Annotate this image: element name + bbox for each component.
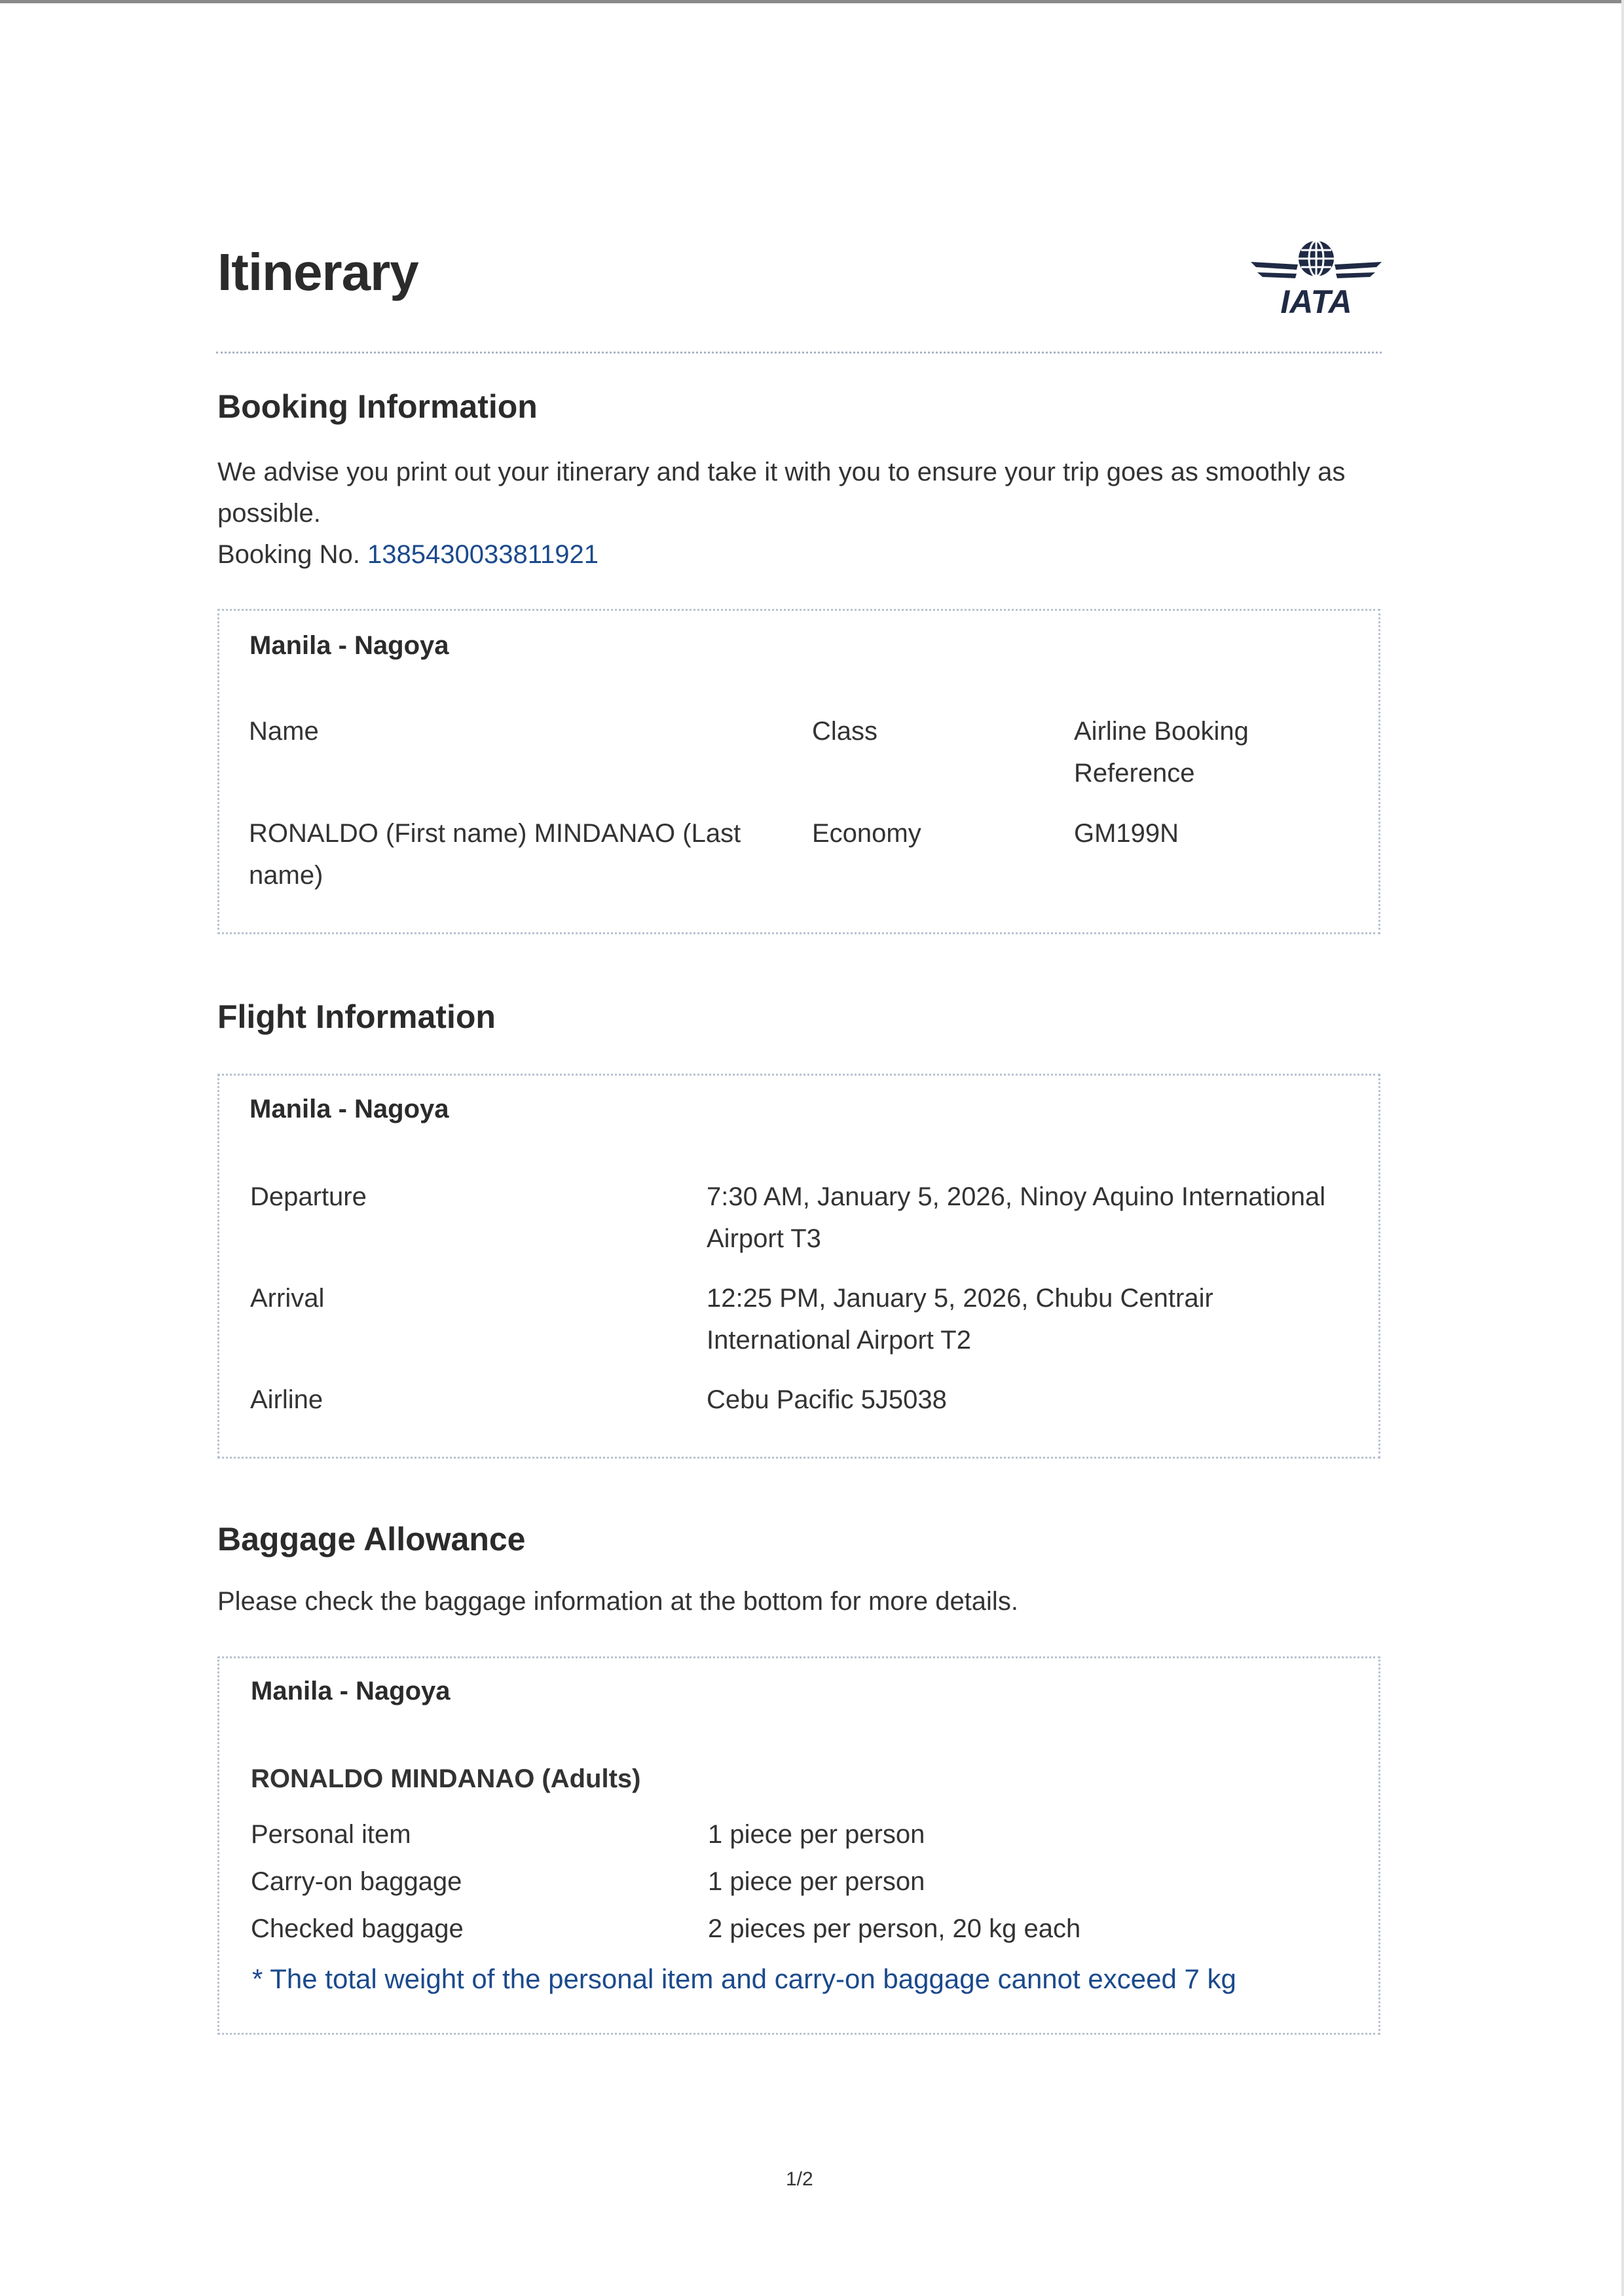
baggage-card-route: Manila - Nagoya xyxy=(251,1677,451,1705)
personal-item-value: 1 piece per person xyxy=(708,1820,925,1849)
passenger-name-value: RONALDO (First name) MINDANAO (Last name) xyxy=(249,819,741,890)
class-header: Class xyxy=(812,717,878,746)
booking-advice: We advise you print out your itinerary and take it with you to ensure your trip goes as smoothly as possible. xyxy=(217,458,1346,528)
baggage-weight-note: * The total weight of the personal item and carry-on baggage cannot exceed 7 kg xyxy=(252,1963,1236,1994)
checked-baggage-label: Checked baggage xyxy=(251,1914,464,1943)
class-value: Economy xyxy=(812,819,921,848)
checked-baggage-value: 2 pieces per person, 20 kg each xyxy=(708,1914,1081,1943)
departure-label: Departure xyxy=(250,1182,367,1211)
booking-card xyxy=(217,609,1380,934)
booking-number-line xyxy=(217,534,599,575)
departure-value: 7:30 AM, January 5, 2026, Ninoy Aquino International Airport T3 xyxy=(707,1182,1326,1253)
airline-value: Cebu Pacific 5J5038 xyxy=(707,1385,947,1414)
iata-logo-text: IATA xyxy=(1280,283,1352,320)
document-header xyxy=(216,236,1382,334)
scan-edge-top xyxy=(0,0,1624,3)
airline-ref-header: Airline Booking Reference xyxy=(1074,717,1249,788)
flight-card xyxy=(217,1074,1380,1459)
document-title: Itinerary xyxy=(217,243,418,301)
booking-number-label: Booking No. xyxy=(217,540,360,569)
airline-label: Airline xyxy=(250,1385,323,1414)
page-number: 1/2 xyxy=(786,2168,813,2190)
personal-item-label: Personal item xyxy=(251,1820,411,1849)
airline-ref-value: GM199N xyxy=(1074,819,1179,848)
baggage-heading: Baggage Allowance xyxy=(217,1521,526,1558)
booking-heading: Booking Information xyxy=(217,388,538,425)
arrival-value: 12:25 PM, January 5, 2026, Chubu Centrair International Airport T2 xyxy=(707,1284,1213,1355)
header-divider xyxy=(216,352,1382,354)
arrival-label: Arrival xyxy=(250,1284,325,1313)
iata-logo xyxy=(1251,236,1382,321)
booking-number-value[interactable]: 1385430033811921 xyxy=(367,540,599,569)
flight-card-route: Manila - Nagoya xyxy=(249,1095,449,1123)
carry-on-value: 1 piece per person xyxy=(708,1867,925,1896)
baggage-card xyxy=(217,1656,1380,2035)
name-header: Name xyxy=(249,717,319,746)
carry-on-label: Carry-on baggage xyxy=(251,1867,462,1896)
baggage-passenger: RONALDO MINDANAO (Adults) xyxy=(251,1764,641,1793)
scan-edge-right xyxy=(1621,0,1624,2296)
flight-heading: Flight Information xyxy=(217,998,496,1035)
booking-card-route: Manila - Nagoya xyxy=(249,631,449,660)
baggage-intro: Please check the baggage information at the bottom for more details. xyxy=(217,1587,1018,1616)
